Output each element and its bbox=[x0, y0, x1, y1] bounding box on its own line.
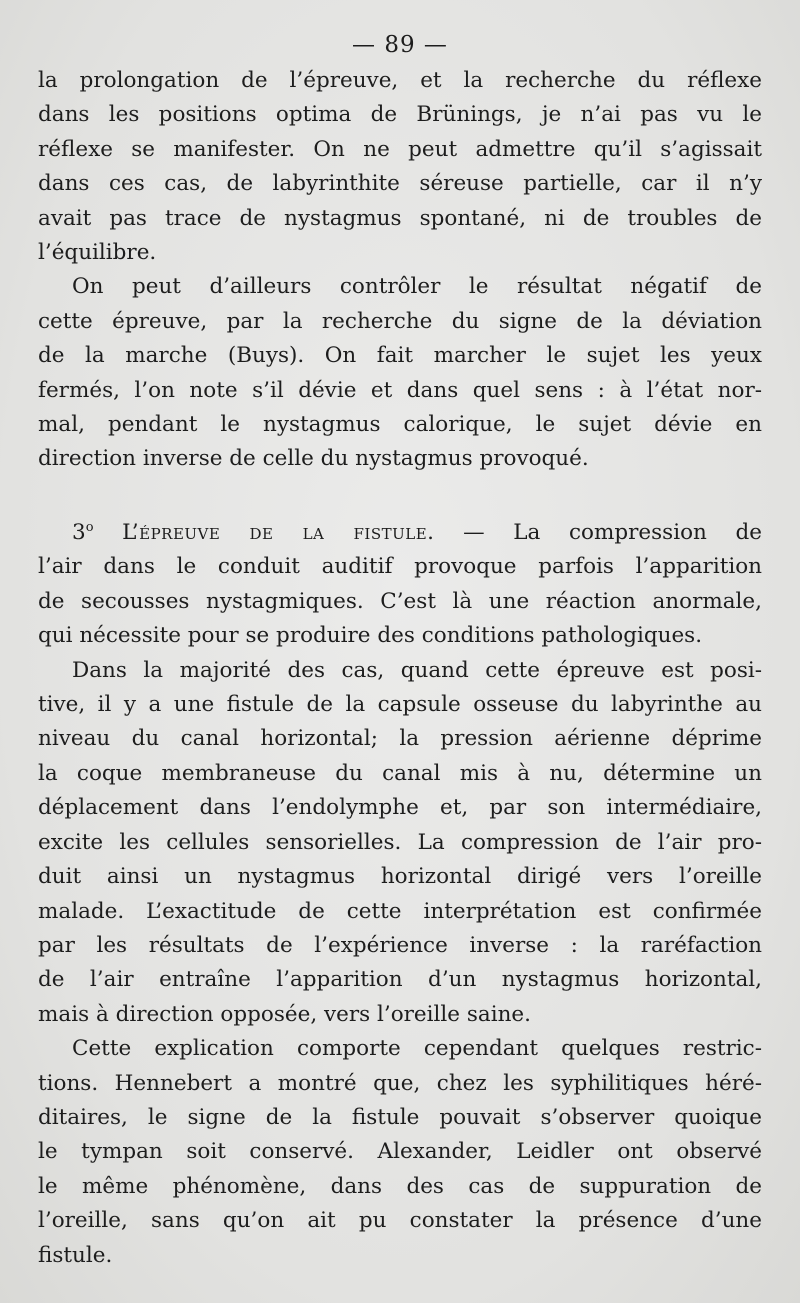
paragraph-deviation bbox=[38, 270, 762, 476]
text-line: par les résultats de l’expérience inverse : la raréfaction bbox=[38, 932, 762, 958]
text-line: l’air dans le conduit auditif provoque parfois l’apparition bbox=[38, 554, 762, 580]
text-line: mal, pendant le nystagmus calorique, le sujet dévie en bbox=[38, 412, 762, 438]
text-line: le même phénomène, dans des cas de suppuration de bbox=[38, 1173, 762, 1199]
text-line: fermés, l’on note s’il dévie et dans quel sens : à l’état nor- bbox=[38, 377, 762, 403]
section-gap bbox=[38, 477, 762, 511]
text-line: le tympan soit conservé. Alexander, Leidler ont observé bbox=[38, 1139, 762, 1165]
text-line: duit ainsi un nystagmus horizontal dirigé vers l’oreille bbox=[38, 864, 762, 890]
text-line: On peut d’ailleurs contrôler le résultat négatif de bbox=[72, 274, 762, 300]
section-heading-line bbox=[38, 511, 762, 551]
section-heading-rest: — La compression de bbox=[434, 520, 762, 546]
text-line: mais à direction opposée, vers l’oreille saine. bbox=[38, 1001, 531, 1027]
section-title: L’épreuve de la fistule. bbox=[122, 520, 435, 546]
text-line: fistule. bbox=[38, 1242, 113, 1268]
text-line: cette épreuve, par la recherche du signe de la déviation bbox=[38, 308, 762, 334]
paragraph-explication bbox=[38, 1032, 762, 1273]
text-line: dans ces cas, de labyrinthite séreuse partielle, car il n’y bbox=[38, 171, 762, 197]
text-line: qui nécessite pour se produire des conditions pathologiques. bbox=[38, 623, 703, 649]
page-number: — 89 — bbox=[352, 32, 448, 58]
section-ordinal: o bbox=[85, 519, 94, 535]
section-number: 3 bbox=[72, 520, 86, 546]
text-line: de secousses nystagmiques. C’est là une réaction anormale, bbox=[38, 588, 762, 614]
text-line: malade. L’exactitude de cette interprétation est confirmée bbox=[38, 898, 762, 924]
text-line: Dans la majorité des cas, quand cette épreuve est posi- bbox=[72, 657, 762, 683]
text-line: dans les positions optima de Brünings, je n’ai pas vu le bbox=[38, 102, 762, 128]
text-line: ditaires, le signe de la fistule pouvait s’observer quoique bbox=[38, 1104, 762, 1130]
text-line: réflexe se manifester. On ne peut admettre qu’il s’agissait bbox=[38, 136, 762, 162]
text-line: déplacement dans l’endolymphe et, par son intermédiaire, bbox=[38, 795, 762, 821]
text-line: tions. Hennebert a montré que, chez les syphilitiques héré- bbox=[38, 1070, 762, 1096]
text-line: la prolongation de l’épreuve, et la recherche du réflexe bbox=[38, 68, 762, 93]
text-line: avait pas trace de nystagmus spontané, ni de troubles de bbox=[38, 205, 762, 231]
text-line: de l’air entraîne l’apparition d’un nystagmus horizontal, bbox=[38, 967, 762, 993]
text-line: l’oreille, sans qu’on ait pu constater la présence d’une bbox=[38, 1208, 762, 1234]
text-line: de la marche (Buys). On fait marcher le sujet les yeux bbox=[38, 343, 762, 369]
text-line: l’équilibre. bbox=[38, 240, 157, 266]
paragraph-continuation bbox=[38, 64, 762, 270]
section-fistule bbox=[38, 511, 762, 654]
text-line: tive, il y a une fistule de la capsule osseuse du labyrinthe au bbox=[38, 692, 762, 718]
text-line: direction inverse de celle du nystagmus provoqué. bbox=[38, 446, 589, 472]
paragraph-majorite bbox=[38, 654, 762, 1032]
text-line: niveau du canal horizontal; la pression aérienne déprime bbox=[38, 726, 762, 752]
text-line: Cette explication comporte cependant quelques restric- bbox=[72, 1036, 762, 1062]
text-line: excite les cellules sensorielles. La compression de l’air pro- bbox=[38, 829, 762, 855]
text-line: la coque membraneuse du canal mis à nu, détermine un bbox=[38, 760, 762, 786]
